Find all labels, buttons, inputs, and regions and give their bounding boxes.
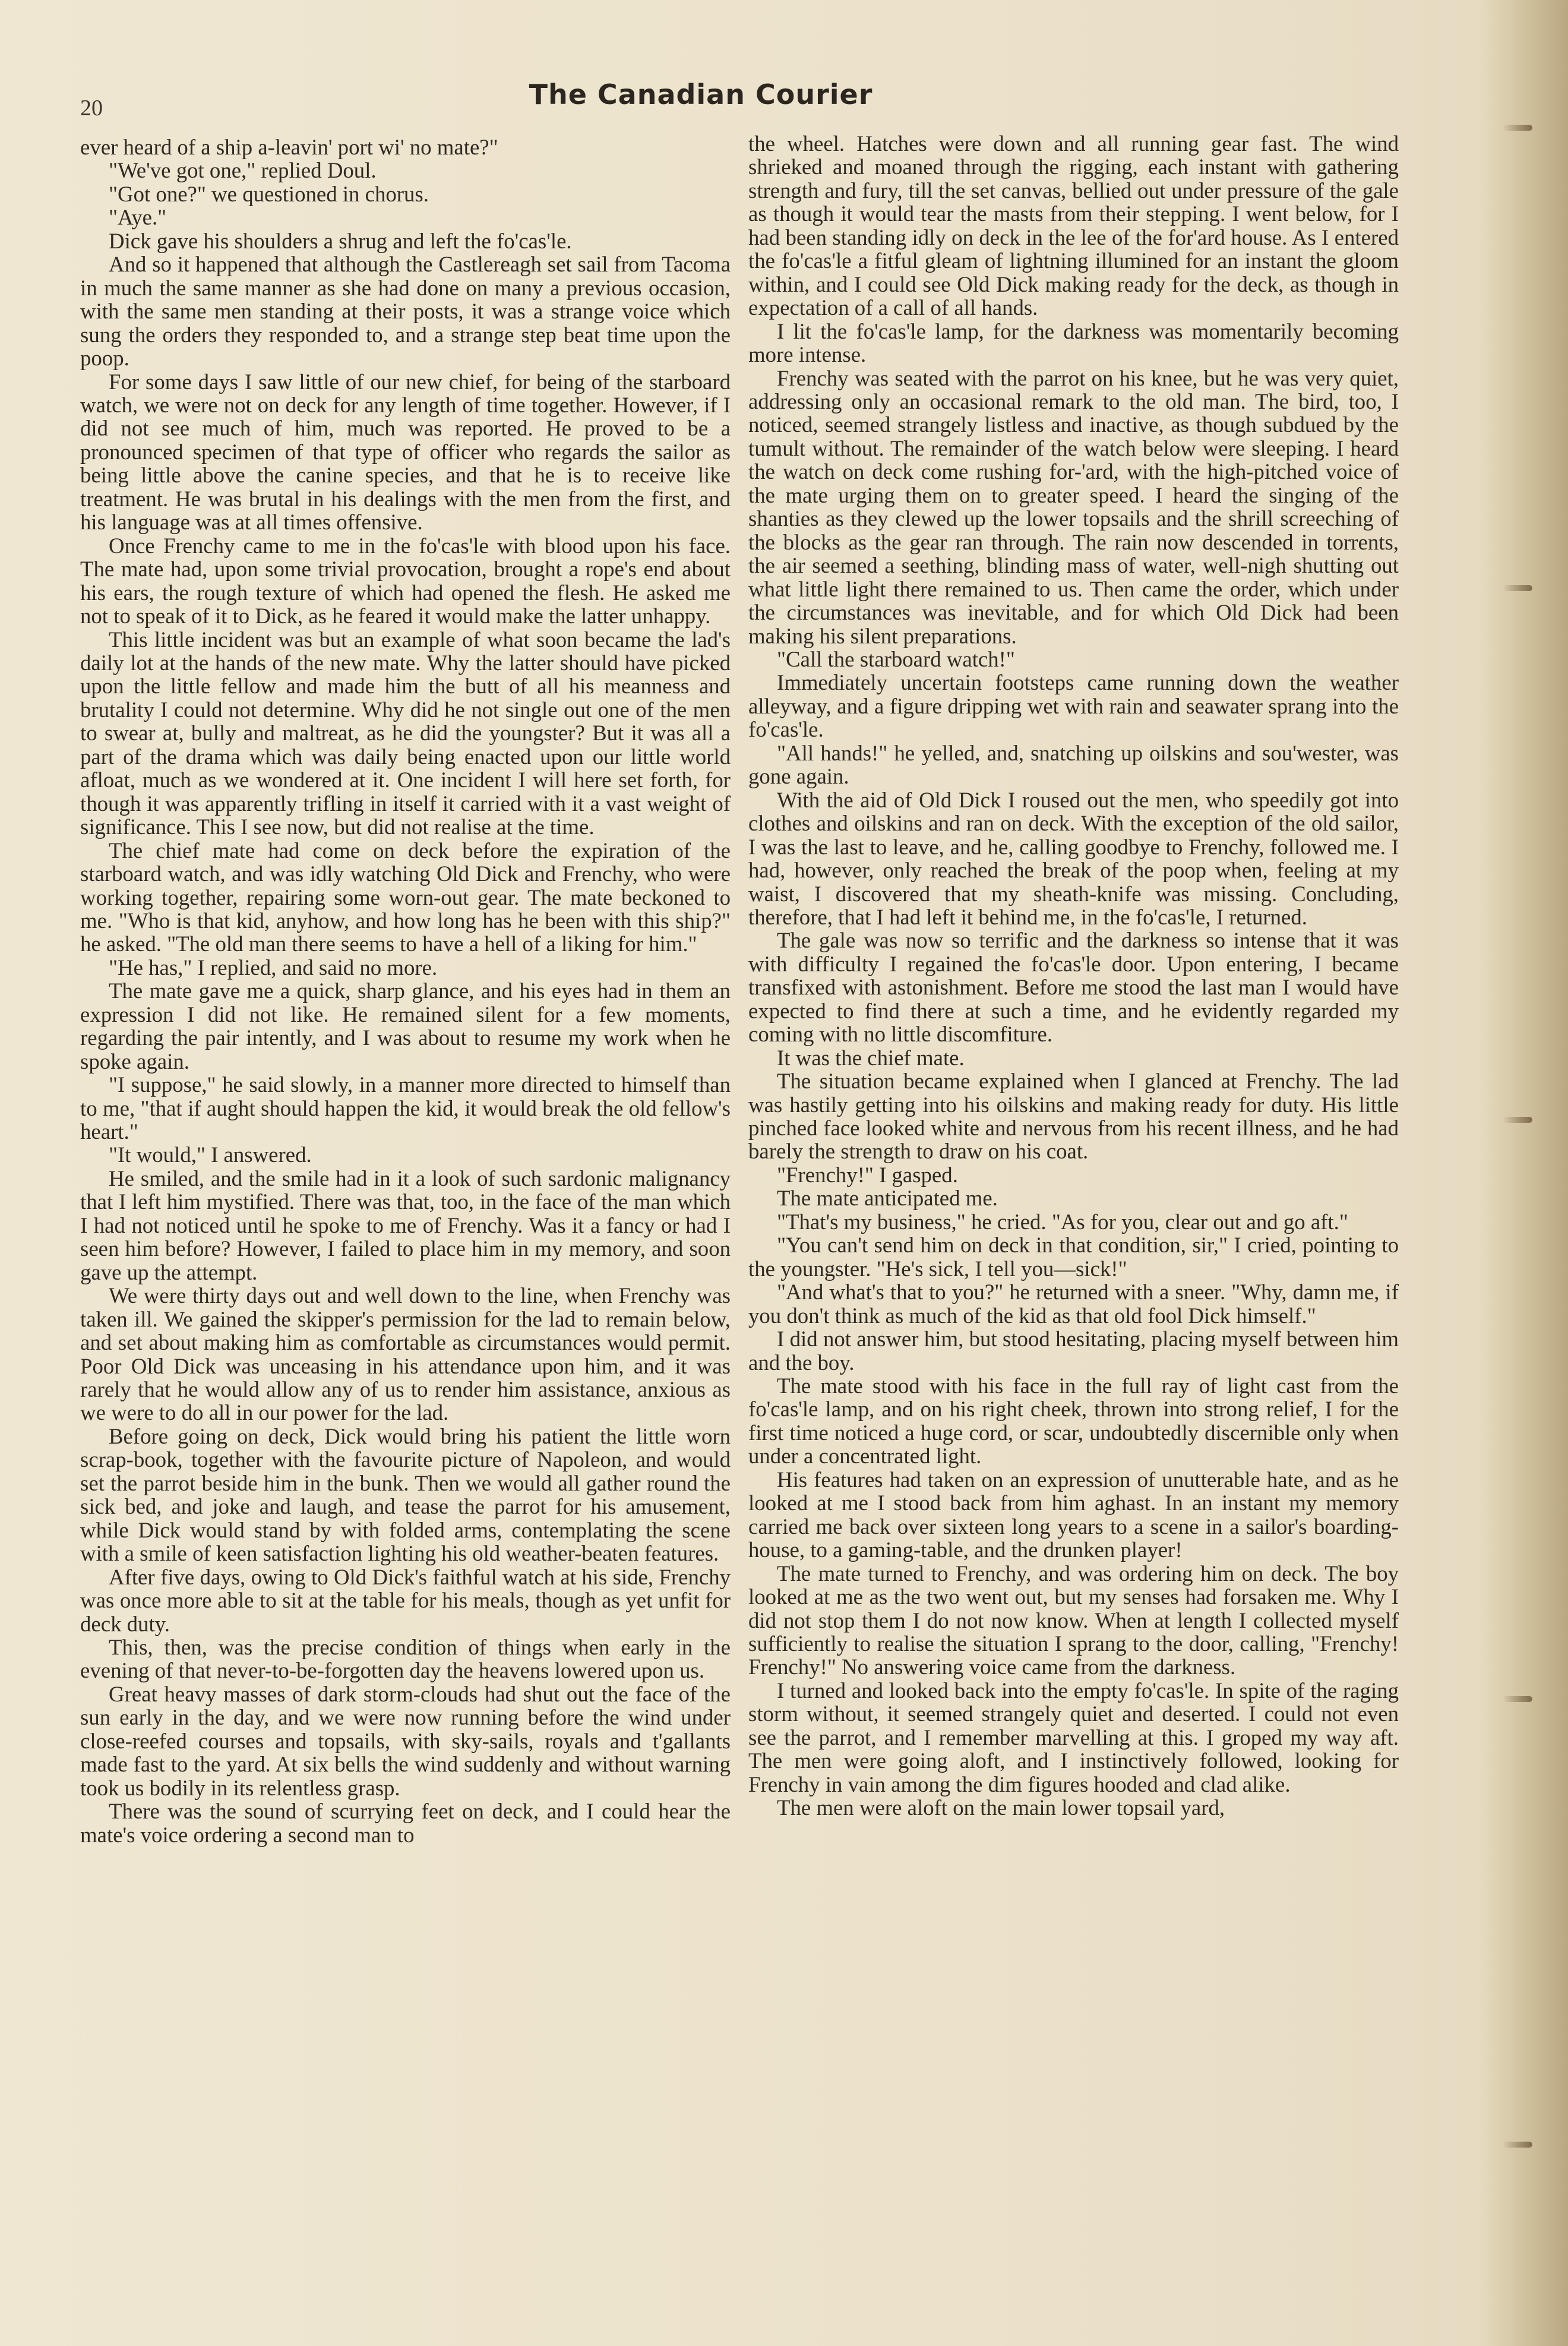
paragraph: "And what's that to you?" he returned with a sneer. "Why, damn me, if you don't think as much of the kid as that old fool Dick himself.": [748, 1280, 1399, 1328]
paragraph: "That's my business," he cried. "As for you, clear out and go aft.": [777, 1209, 1348, 1234]
paragraph: "All hands!" he yelled, and, snatching up oilskins and sou'wester, was gone again.: [748, 740, 1399, 789]
paragraph: The mate anticipated me.: [777, 1186, 998, 1211]
paragraph: The gale was now so terrific and the darkness so intense that it was with difficulty I regained the fo'cas'le door. Upon entering, I became transfixed with astonishment. Before me stood the last man I would have expected to find there at such a time, and he evidently regarded my coming with no little discomfiture.: [748, 928, 1399, 1047]
paragraph: ever heard of a ship a-leavin' port wi' no mate?": [80, 135, 498, 159]
paragraph: The men were aloft on the main lower topsail yard,: [777, 1795, 1225, 1820]
paragraph: "I suppose," he said slowly, in a manner more directed to himself than to me, "that if aught should happen the kid, it would break the old fellow's heart.": [80, 1072, 731, 1144]
journal-title: The Canadian Courier: [529, 78, 873, 110]
paragraph: The situation became explained when I glanced at Frenchy. The lad was hastily getting into his oilskins and making ready for duty. His little pinched face looked white and nervous from his recent illness, and he had barely the strength to draw on his coat.: [748, 1069, 1399, 1164]
paragraph: "Aye.": [109, 205, 167, 230]
paragraph: It was the chief mate.: [777, 1045, 965, 1070]
paragraph: We were thirty days out and well down to the line, when Frenchy was taken ill. We gained the skipper's permission for the lad to remain below, and set about making him as comfortable as circumstances would permit. Poor Old Dick was unceasing in his attendance upon him, and it was rarely that he would allow any of us to render him assistance, anxious as we were to do all in our power for the lad.: [80, 1283, 731, 1425]
paragraph: And so it happened that although the Castlereagh set sail from Tacoma in much the same manner as she had done on many a previous occasion, with the same men standing at their posts, it was a strange voice which sung the orders they responded to, and a strange step beat time upon the poop.: [80, 252, 731, 371]
paragraph: "We've got one," replied Doul.: [109, 158, 377, 183]
paragraph: "It would," I answered.: [109, 1142, 312, 1167]
paragraph: Once Frenchy came to me in the fo'cas'le with blood upon his face. The mate had, upon some trivial provocation, brought a rope's end about his ears, the rough texture of which had opened the flesh. He asked me not to speak of it to Dick, as he feared it would make the latter unhappy.: [80, 533, 731, 629]
paragraph: For some days I saw little of our new chief, for being of the starboard watch, we were not on deck for any length of time together. However, if I did not see much of him, much was reported. He proved to be a pronounced specimen of that type of officer who regards the sailor as being little above the canine species, and that he is to receive like treatment. He was brutal in his dealings with the men from the first, and his language was at all times offensive.: [80, 369, 731, 535]
page-edge-mark: [1503, 1117, 1532, 1123]
paragraph: He smiled, and the smile had in it a look of such sardonic malignancy that I left him mystified. There was that, too, in the face of the man which I had not noticed until he spoke to me of Frenchy. Was it a fancy or had I seen him before? However, I failed to place him in my memory, and soon gave up the attempt.: [80, 1166, 731, 1284]
paragraph: "Call the starboard watch!": [777, 646, 1015, 671]
paragraph: "Got one?" we questioned in chorus.: [109, 181, 429, 206]
left-text-column: [80, 135, 731, 1846]
paragraph: "You can't send him on deck in that condition, sir," I cried, pointing to the youngster. "He's sick, I tell you—sick!": [748, 1233, 1399, 1281]
paragraph: I did not answer him, but stood hesitating, placing myself between him and the boy.: [748, 1327, 1399, 1375]
paragraph: Dick gave his shoulders a shrug and left the fo'cas'le.: [109, 228, 572, 253]
paragraph: There was the sound of scurrying feet on deck, and I could hear the mate's voice ordering a second man to: [80, 1799, 731, 1847]
paragraph: the wheel. Hatches were down and all running gear fast. The wind shrieked and moaned through the rigging, each instant with gathering strength and fury, till the set canvas, bellied out under pressure of the gale as though it would tear the masts from their stepping. I went below, for I had been standing idly on deck in the lee of the for'ard house. As I entered the fo'cas'le a fitful gleam of lightning illumined for an instant the gloom within, and I could see Old Dick making ready for the deck, as though in expectation of a call of all hands.: [748, 131, 1399, 320]
page-edge-mark: [1503, 585, 1532, 591]
paragraph: I lit the fo'cas'le lamp, for the darkness was momentarily becoming more intense.: [748, 318, 1399, 367]
paragraph: With the aid of Old Dick I roused out the men, who speedily got into clothes and oilskins and ran on deck. With the exception of the old sailor, I was the last to leave, and he, calling goodbye to Frenchy, followed me. I had, however, only reached the break of the poop when, feeling at my waist, I discovered that my sheath-knife was missing. Concluding, therefore, that I had left it behind me, in the fo'cas'le, I returned.: [748, 787, 1399, 929]
paragraph: The mate turned to Frenchy, and was ordering him on deck. The boy looked at me as the two went out, but my senses had forsaken me. Why I did not stop them I do not now know. When at length I collected myself sufficiently to realise the situation I sprang to the door, calling, "Frenchy! Frenchy!" No answering voice came from the darkness.: [748, 1561, 1399, 1679]
page-edge-mark: [1503, 125, 1532, 131]
paragraph: "He has," I replied, and said no more.: [109, 955, 438, 980]
paragraph: The mate gave me a quick, sharp glance, and his eyes had in them an expression I did not like. He remained silent for a few moments, regarding the pair intently, and I was about to resume my work when he spoke again.: [80, 978, 731, 1073]
paragraph: This, then, was the precise condition of things when early in the evening of that never-to-be-forgotten day the heavens lowered upon us.: [80, 1635, 731, 1683]
paragraph: Great heavy masses of dark storm-clouds had shut out the face of the sun early in the day, and we were now running before the wind under close-reefed courses and topsails, with sky-sails, royals and t'gallants made fast to the yard. At six bells the wind suddenly and without warning took us bodily in its relentless grasp.: [80, 1681, 731, 1800]
paragraph: His features had taken on an expression of unutterable hate, and as he looked at me I stood back from him aghast. In an instant my memory carried me back over sixteen long years to a scene in a sailor's boarding-house, to a gaming-table, and the drunken player!: [748, 1467, 1399, 1562]
right-text-column: [748, 132, 1399, 1820]
paragraph: After five days, owing to Old Dick's faithful watch at his side, Frenchy was once more able to sit at the table for his meals, though as yet unfit for deck duty.: [80, 1564, 731, 1636]
paragraph: Immediately uncertain footsteps came running down the weather alleyway, and a figure dripping wet with rain and seawater sprang into the fo'cas'le.: [748, 670, 1399, 742]
paragraph: This little incident was but an example of what soon became the lad's daily lot at the hands of the new mate. Why the latter should have picked upon the little fellow and made him the butt of all his meanness and brutality I could not determine. Why did he not single out one of the men to swear at, bully and maltreat, as he did the youngster? But it was all a part of the drama which was daily being enacted upon our little world afloat, much as we wondered at it. One incident I will here set forth, for though it was apparently trifling in itself it carried with it a vast weight of significance. This I see now, but did not realise at the time.: [80, 627, 731, 839]
page-number: 20: [80, 96, 103, 121]
page-edge-mark: [1503, 1696, 1532, 1702]
paragraph: "Frenchy!" I gasped.: [777, 1162, 958, 1187]
paragraph: Frenchy was seated with the parrot on his knee, but he was very quiet, addressing only an occasional remark to the old man. The bird, too, I noticed, seemed strangely listless and inactive, as though subdued by the tumult without. The remainder of the watch below were sleeping. I heard the watch on deck come rushing for-'ard, with the high-pitched voice of the mate urging them on to greater speed. I heard the singing of the shanties as they clewed up the lower topsails and the shrill screeching of the blocks as the gear ran through. The rain now descended in torrents, the air seemed a seething, blinding mass of water, well-nigh shutting out what little light there remained to us. Then came the order, which under the circumstances was inevitable, and for which Old Dick had been making his silent preparations.: [748, 365, 1399, 648]
paragraph: The chief mate had come on deck before the expiration of the starboard watch, and was idly watching Old Dick and Frenchy, who were working together, repairing some worn-out gear. The mate beckoned to me. "Who is that kid, anyhow, and how long has he been with this ship?" he asked. "The old man there seems to have a hell of a liking for him.": [80, 838, 731, 956]
page-edge-mark: [1503, 2142, 1532, 2148]
page-edge-shadow: [1479, 0, 1568, 2346]
paragraph: Before going on deck, Dick would bring his patient the little worn scrap-book, together with the favourite picture of Napoleon, and would set the parrot beside him in the bunk. Then we would all gather round the sick bed, and joke and laugh, and tease the parrot for his amusement, while Dick would stand by with folded arms, contemplating the scene with a smile of keen satisfaction lighting his old weather-beaten features.: [80, 1423, 731, 1566]
paragraph: The mate stood with his face in the full ray of light cast from the fo'cas'le lamp, and on his right cheek, thrown into strong relief, I for the first time noticed a huge cord, or scar, undoubtedly discernible only when under a concentrated light.: [748, 1374, 1399, 1469]
paragraph: I turned and looked back into the empty fo'cas'le. In spite of the raging storm without, it seemed strangely quiet and deserted. I could not even see the parrot, and I remember marvelling at this. I groped my way aft. The men were going aloft, and I instinctively followed, looking for Frenchy in vain among the dim figures hooded and clad alike.: [748, 1678, 1399, 1796]
